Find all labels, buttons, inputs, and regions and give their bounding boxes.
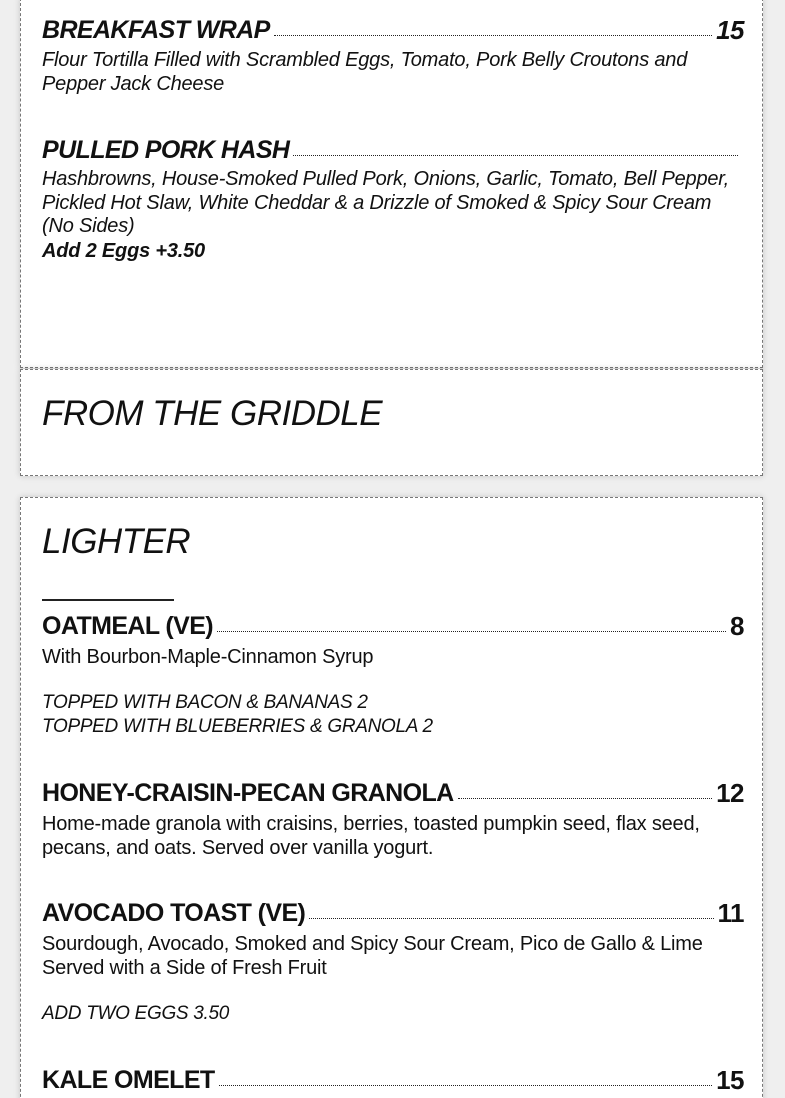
- item-addon: Add 2 Eggs +3.50: [42, 239, 205, 262]
- dotted-leader: [293, 155, 738, 156]
- item-price: 15: [716, 15, 744, 45]
- item-price: 8: [730, 611, 744, 641]
- item-note: TOPPED WITH BACON & BANANAS 2: [42, 692, 368, 713]
- item-price: 15: [716, 1065, 744, 1095]
- item-price: 11: [717, 898, 744, 928]
- section-title-lighter: LIGHTER: [42, 522, 191, 561]
- item-name: AVOCADO TOAST (VE): [42, 899, 306, 927]
- menu-item-granola: [42, 778, 744, 860]
- item-description: With Bourbon-Maple-Cinnamon Syrup: [42, 646, 374, 668]
- menu-card-griddle: [20, 369, 763, 476]
- item-name: BREAKFAST WRAP: [42, 16, 270, 44]
- menu-item-pulled-pork-hash: [42, 135, 738, 263]
- dotted-leader: [309, 918, 713, 919]
- item-note: TOPPED WITH BLUEBERRIES & GRANOLA 2: [42, 716, 433, 737]
- section-title-griddle: FROM THE GRIDDLE: [42, 394, 383, 433]
- menu-item-kale-omelet: [42, 1065, 744, 1095]
- dotted-leader: [219, 1085, 713, 1086]
- menu-item-avocado-toast: [42, 898, 744, 1026]
- menu-item-breakfast-wrap: [42, 15, 744, 96]
- item-name: PULLED PORK HASH: [42, 136, 290, 164]
- item-description: Sourdough, Avocado, Smoked and Spicy Sour Cream, Pico de Gallo & Lime Served with a Side of Fresh Fruit: [42, 933, 703, 979]
- dotted-leader: [274, 35, 712, 36]
- item-name: HONEY-CRAISIN-PECAN GRANOLA: [42, 779, 454, 807]
- item-name: OATMEAL (VE): [42, 612, 214, 640]
- menu-card-lighter: [20, 497, 763, 1098]
- item-description: Flour Tortilla Filled with Scrambled Eggs, Tomato, Pork Belly Croutons and Pepper Jack Cheese: [42, 49, 688, 95]
- item-price: 12: [716, 778, 744, 808]
- item-notes: [42, 1002, 744, 1026]
- dotted-leader: [458, 798, 712, 799]
- section-divider: [42, 599, 174, 601]
- item-description: Hashbrowns, House-Smoked Pulled Pork, Onions, Garlic, Tomato, Bell Pepper, Pickled Hot Slaw, White Cheddar & a Drizzle of Smoked & Spicy Sour Cream (No Sides): [42, 168, 730, 237]
- item-notes: [42, 691, 744, 739]
- dotted-leader: [217, 631, 726, 632]
- item-description: Home-made granola with craisins, berries, toasted pumpkin seed, flax seed, pecans, and oats. Served over vanilla yogurt.: [42, 813, 700, 859]
- item-note: ADD TWO EGGS 3.50: [42, 1003, 230, 1024]
- item-name: KALE OMELET: [42, 1066, 215, 1094]
- menu-item-oatmeal: [42, 611, 744, 739]
- menu-card-breakfast: [20, 0, 763, 368]
